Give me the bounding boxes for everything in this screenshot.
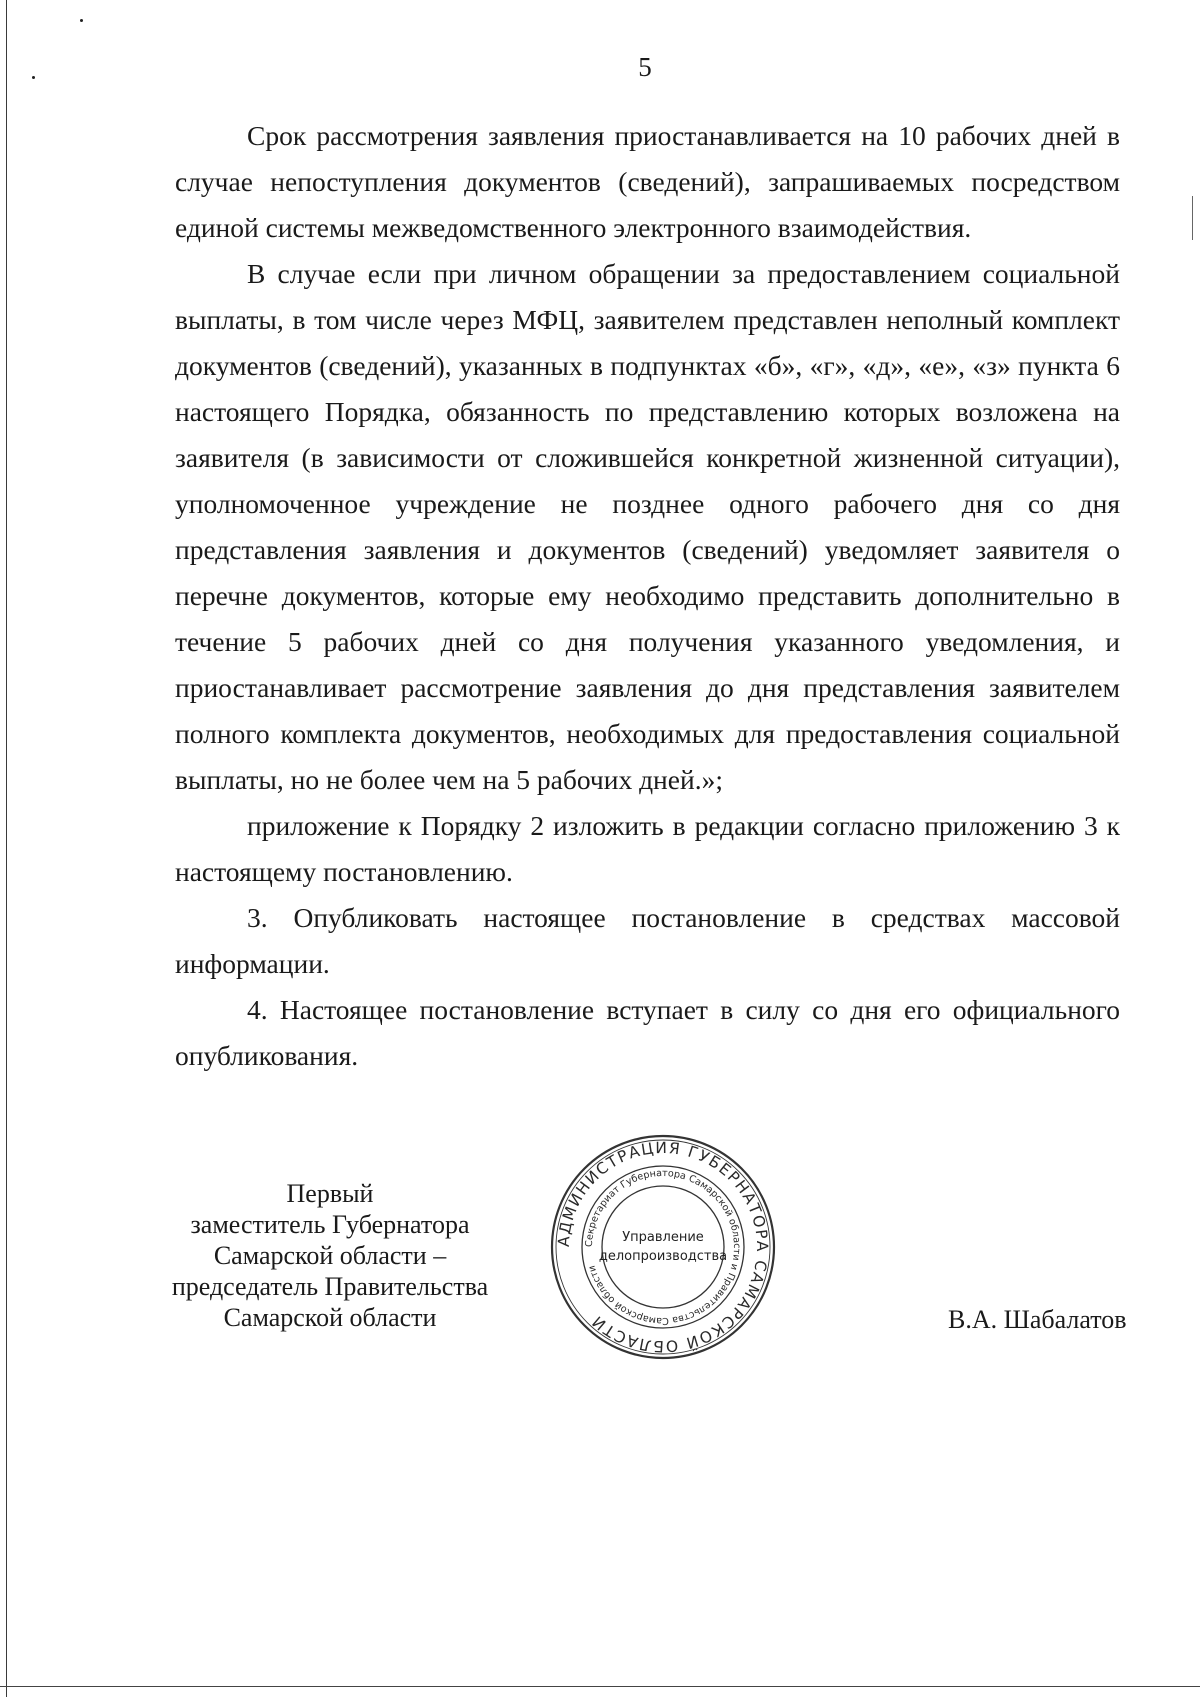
signer-title-line: Самарской области –: [213, 1241, 447, 1270]
signer-title-line: заместитель Губернатора: [190, 1210, 470, 1239]
paragraph-incomplete-documents: В случае если при личном обращении за предоставлением социальной выплаты, в том числе через МФЦ, заявителем представлен неполный комплект документов (сведений), указанных в подпунктах «б», «г», «д», «е», «з» пункта 6 настоящего Порядка, обязанность по представлению которых возложена на заявителя (в зависимости от сложившейся конкретной жизненной ситуации), уполномоченное учреждение не позднее одного рабочего дня со дня представления заявления и документов (сведений) уведомляет заявителя о перечне документов, которые ему необходимо представить дополнительно в течение 5 рабочих дней со дня получения указанного уведомления, и приостанавливает рассмотрение заявления до дня представления заявителем полного комплекта документов, необходимых для предоставления социальной выплаты, но не более чем на 5 рабочих дней.»;: [175, 258, 1120, 795]
signer-title-line: председатель Правительства: [171, 1272, 489, 1301]
page-number: 5: [638, 52, 652, 82]
scan-speck: [80, 19, 83, 22]
signer-title-line: Самарской области: [223, 1303, 437, 1332]
seal-center-line-1: Управление: [622, 1230, 704, 1245]
seal-inner-text: Секретариат Губернатора Самарской области и Правительства Самарской области: [583, 1167, 743, 1327]
scan-mark-right: [1192, 196, 1193, 240]
signer-title-line: Первый: [286, 1179, 374, 1208]
scan-edge-left: [6, 0, 7, 1697]
document-body: [175, 113, 1120, 1079]
paragraph-publish: 3. Опубликовать настоящее постановление в средствах массовой информации.: [175, 902, 1120, 979]
paragraph-suspension-term: Срок рассмотрения заявления приостанавливается на 10 рабочих дней в случае непоступления документов (сведений), запрашиваемых посредством единой системы межведомственного электронного взаимодействия.: [175, 120, 1120, 243]
seal-inner-ring: [602, 1186, 724, 1308]
signer-title: [140, 1178, 520, 1333]
paragraph-entry-into-force: 4. Настоящее постановление вступает в силу со дня его официального опубликования.: [175, 994, 1120, 1071]
seal-center-line-2: делопроизводства: [598, 1249, 728, 1264]
seal-middle-ring: [582, 1166, 744, 1328]
official-seal: [549, 1133, 777, 1361]
paragraph-appendix-amendment: приложение к Порядку 2 изложить в редакции согласно приложению 3 к настоящему постановлению.: [175, 810, 1120, 887]
scan-edge-bottom: [0, 1686, 1200, 1687]
signer-name: В.А. Шабалатов: [948, 1305, 1127, 1334]
seal-outer-text: АДМИНИСТРАЦИЯ ГУБЕРНАТОРА САМАРСКОЙ ОБЛАСТИ: [554, 1138, 772, 1356]
